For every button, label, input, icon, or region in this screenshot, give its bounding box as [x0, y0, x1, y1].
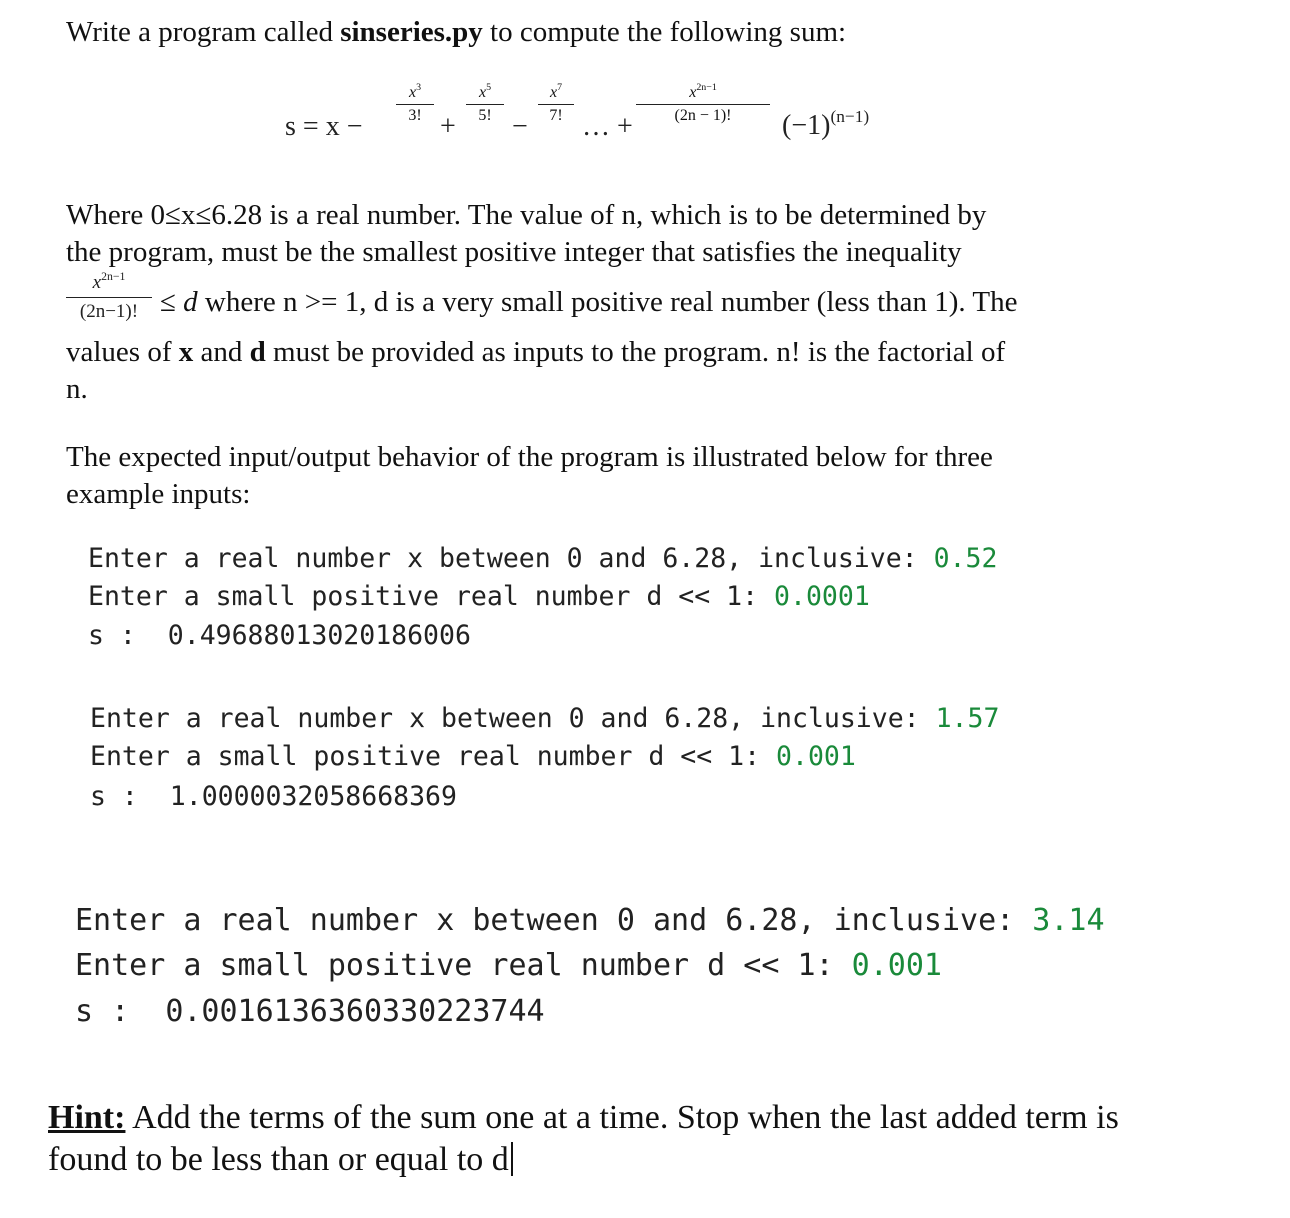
- term-n-exp: 2n−1: [696, 82, 717, 94]
- formula-term-n: [636, 84, 770, 125]
- example-3-output: [75, 994, 545, 1029]
- hint-label: Hint:: [48, 1099, 126, 1136]
- ineq-exp: 2n−1: [101, 269, 126, 283]
- expected-line-2: example inputs:: [66, 478, 251, 510]
- term-3-base: x: [549, 84, 558, 101]
- intro-line: [66, 14, 846, 51]
- output-label: s :: [75, 994, 166, 1029]
- expected-line-1: The expected input/output behavior of the program is illustrated below for three: [66, 441, 993, 473]
- example-1-prompt-d: [88, 581, 870, 612]
- ineq-base: x: [92, 272, 102, 293]
- desc-line-1: [66, 197, 986, 234]
- term-2-den: 5!: [478, 107, 492, 124]
- hint-text: Add the terms of the sum one at a time. Stop when the last added term is: [125, 1099, 1119, 1136]
- desc-text: ≤: [160, 286, 184, 318]
- formula-lhs: s = x −: [285, 111, 363, 142]
- example-3-prompt-x: [75, 903, 1105, 938]
- output-label: s :: [88, 620, 168, 651]
- sign-exp: (n−1): [830, 106, 870, 126]
- input-value: 0.001: [851, 948, 942, 983]
- example-1-output: [88, 620, 471, 651]
- desc-bold-x: x: [178, 336, 194, 368]
- hint-line-2: [48, 1139, 513, 1181]
- input-value: 1.57: [935, 703, 1000, 734]
- formula-term-1: [396, 84, 434, 125]
- desc-d: d: [183, 286, 198, 318]
- desc-x: x: [180, 199, 196, 231]
- intro-text: Write a program called: [66, 16, 341, 48]
- formula-dots: … +: [582, 111, 633, 142]
- desc-bold-d: d: [249, 336, 266, 368]
- example-2-prompt-x: [90, 703, 999, 734]
- prompt-text: Enter a real number x between 0 and 6.28, inclusive:: [90, 703, 936, 734]
- prompt-text: Enter a small positive real number d << 1:: [90, 741, 777, 772]
- term-1-base: x: [408, 84, 417, 101]
- hint-line-1: [48, 1097, 1119, 1139]
- desc-text: where n >= 1, d is a very small positive real number (less than 1). The: [197, 286, 1018, 318]
- sign-base: (−1): [782, 110, 831, 141]
- desc-line-3: [160, 284, 1017, 321]
- desc-text: values of: [66, 336, 179, 368]
- term-1-den: 3!: [408, 107, 422, 124]
- desc-text: and: [193, 336, 250, 368]
- term-n-den: (2n − 1)!: [674, 107, 732, 124]
- term-2-base: x: [478, 84, 487, 101]
- example-1-prompt-x: [88, 543, 997, 574]
- input-value: 0.001: [776, 741, 856, 772]
- prompt-text: Enter a small positive real number d << 1:: [75, 948, 852, 983]
- ineq-den: (2n−1)!: [79, 301, 139, 322]
- term-n-base: x: [689, 84, 697, 101]
- output-value: 0.49688013020186006: [167, 620, 471, 651]
- output-value: 0.0016136360330223744: [165, 994, 545, 1029]
- input-value: 0.0001: [774, 581, 870, 612]
- example-2-prompt-d: [90, 741, 856, 772]
- formula-op-1: +: [440, 111, 456, 142]
- formula-term-2: [466, 84, 504, 125]
- term-3-den: 7!: [549, 107, 563, 124]
- input-value: 0.52: [933, 543, 998, 574]
- le-symbol: ≤: [165, 199, 181, 231]
- term-3-exp: 7: [557, 82, 563, 94]
- formula-op-2: −: [512, 111, 528, 142]
- example-2-output: [90, 781, 457, 812]
- prompt-text: Enter a small positive real number d << 1:: [88, 581, 775, 612]
- text-cursor: [511, 1142, 513, 1176]
- output-label: s :: [90, 781, 170, 812]
- output-value: 1.0000032058668369: [169, 781, 457, 812]
- desc-text: Where 0: [66, 199, 166, 231]
- inequality-fraction: [66, 269, 152, 323]
- formula-sign: [782, 106, 870, 142]
- desc-text: 6.28 is a real number. The value of n, which is to be determined by: [211, 199, 987, 231]
- prompt-text: Enter a real number x between 0 and 6.28, inclusive:: [75, 903, 1033, 938]
- prompt-text: Enter a real number x between 0 and 6.28, inclusive:: [88, 543, 934, 574]
- input-value: 3.14: [1032, 903, 1105, 938]
- example-3-prompt-d: [75, 948, 942, 983]
- intro-text-end: to compute the following sum:: [482, 16, 847, 48]
- hint-text: found to be less than or equal to d: [48, 1141, 509, 1178]
- term-2-exp: 5: [486, 82, 492, 94]
- formula-term-3: [538, 84, 574, 125]
- term-1-exp: 3: [416, 82, 422, 94]
- le-symbol: ≤: [195, 199, 212, 231]
- desc-line-5: n.: [66, 373, 88, 405]
- desc-text: must be provided as inputs to the program. n! is the factorial of: [265, 336, 1006, 368]
- desc-line-4: [66, 334, 1005, 371]
- intro-filename: sinseries.py: [340, 16, 483, 48]
- desc-line-2: the program, must be the smallest positive integer that satisfies the inequality: [66, 236, 962, 268]
